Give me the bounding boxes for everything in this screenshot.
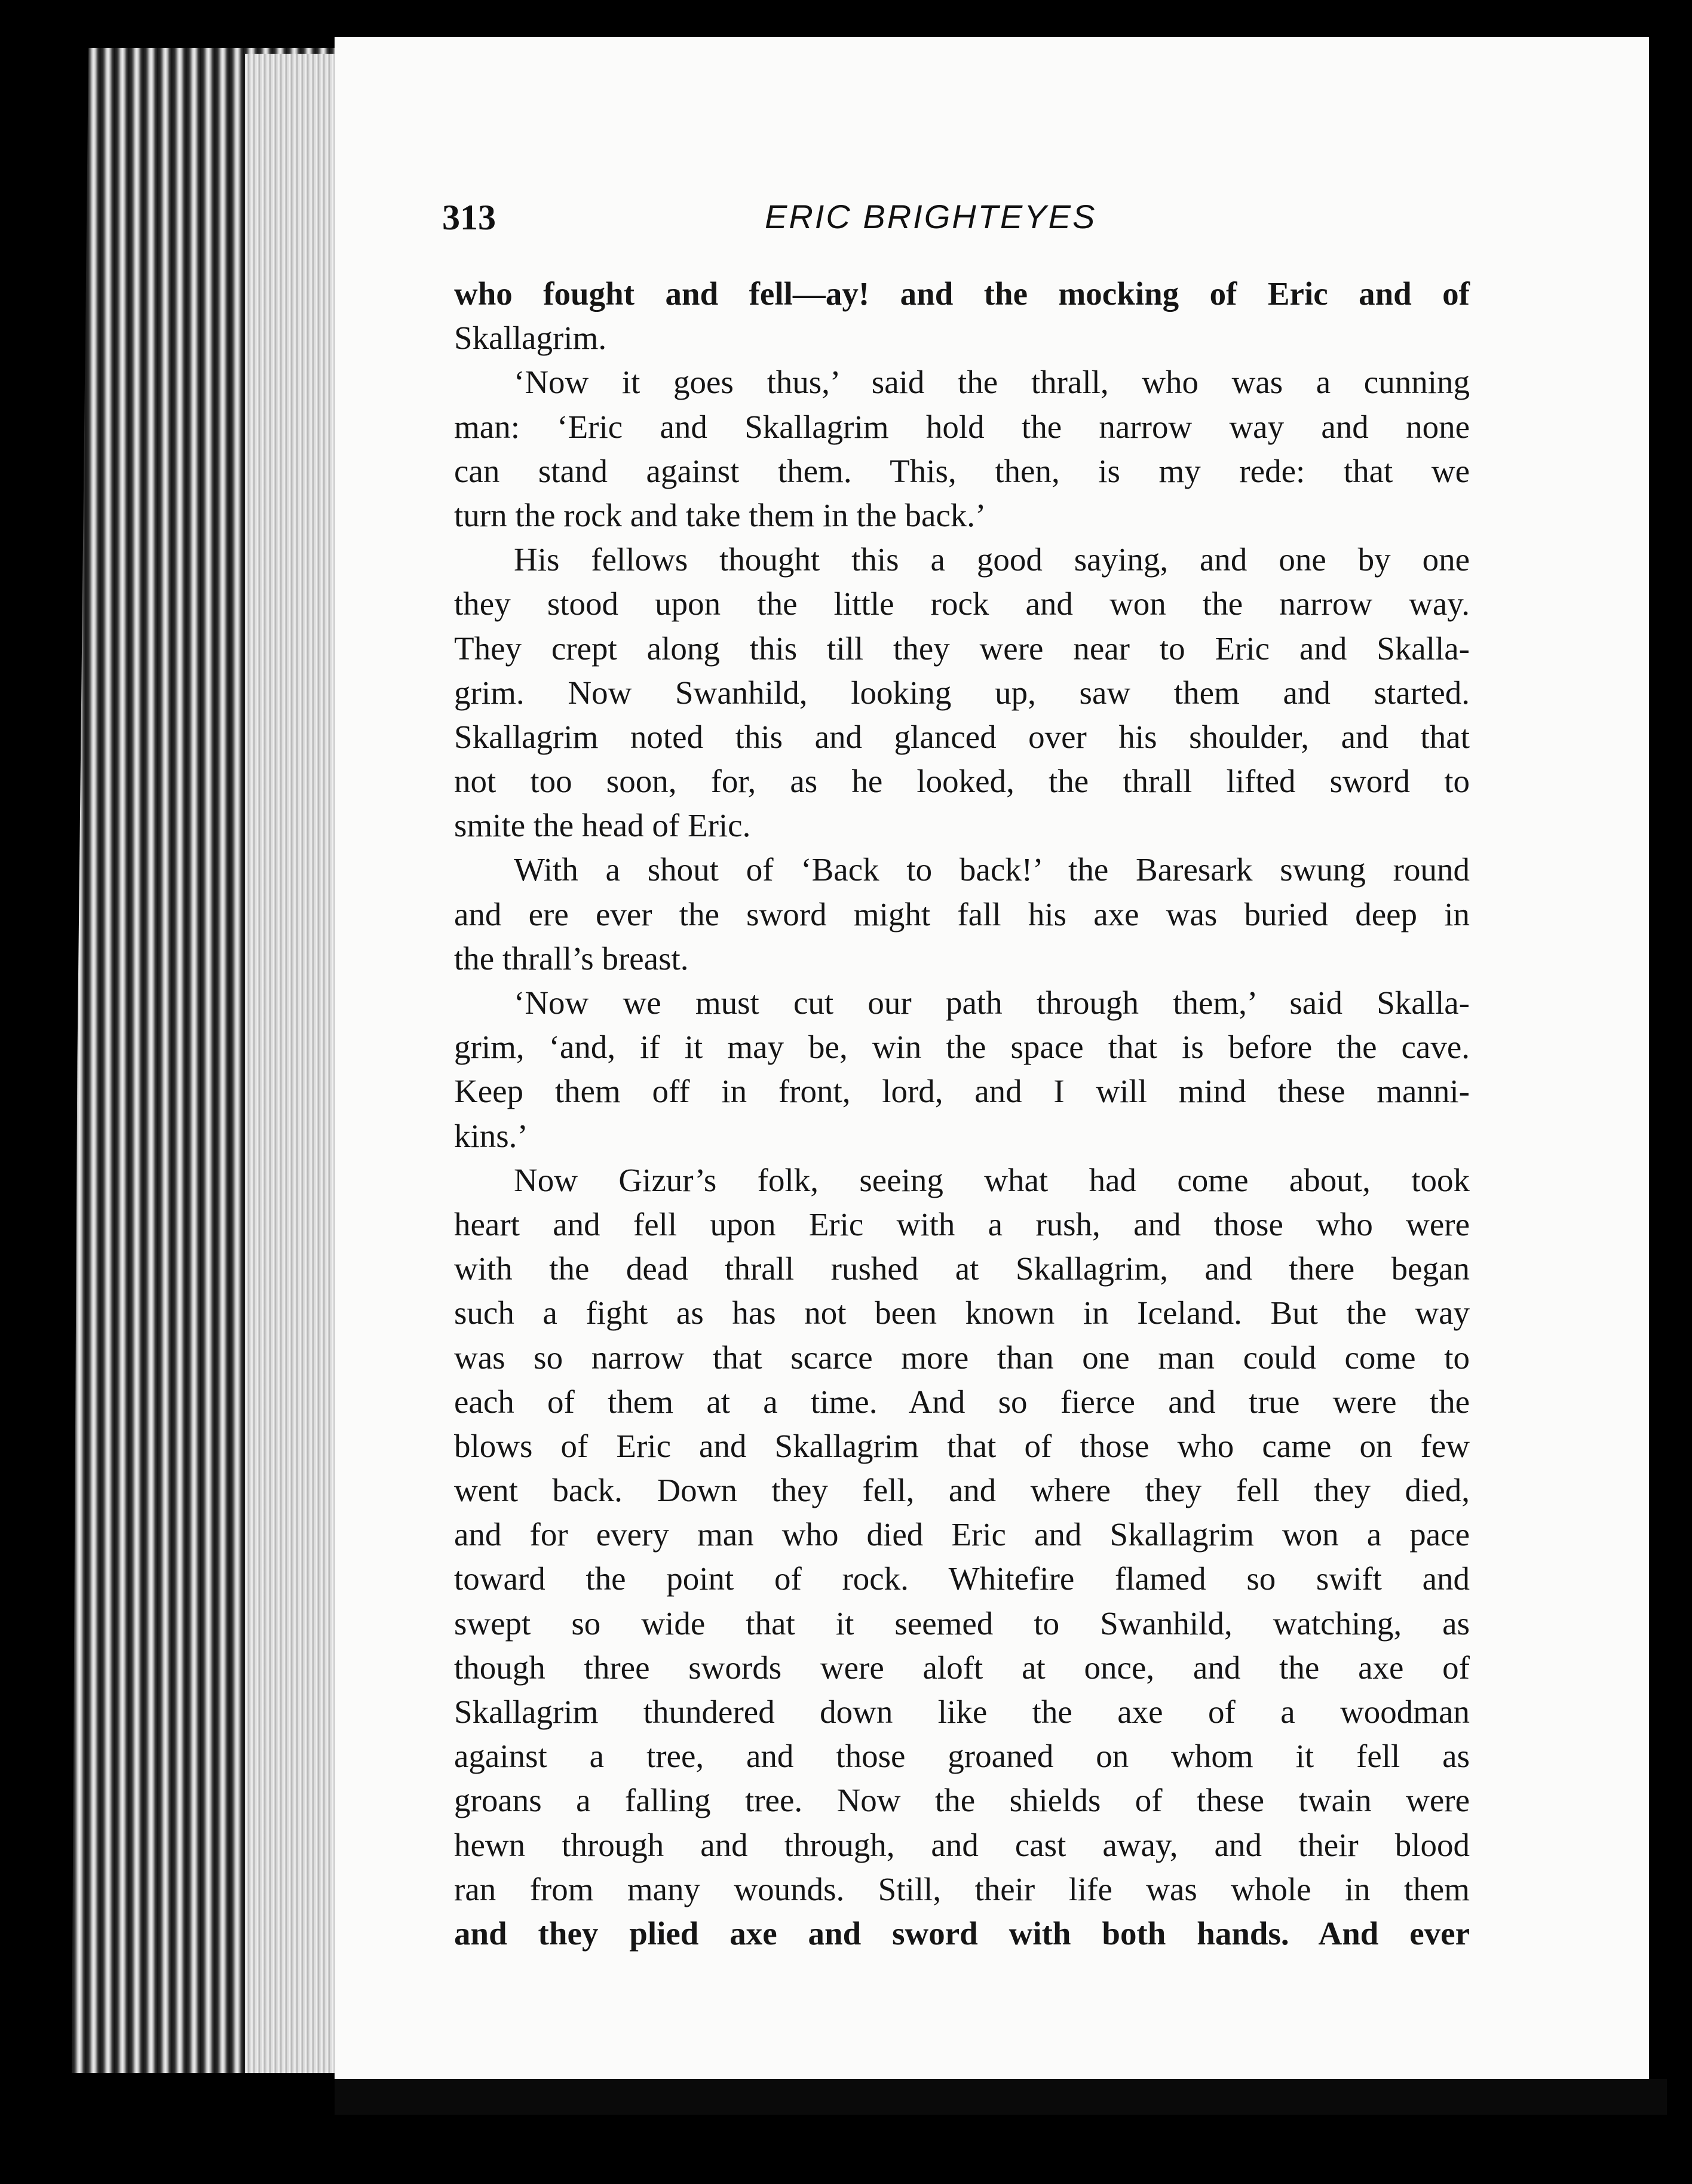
text-line: Skallagrim noted this and glanced over his shoulder, and that bbox=[454, 718, 1470, 755]
text-line: kins.’ bbox=[454, 1117, 528, 1154]
text-line: grim. Now Swanhild, looking up, saw them and started. bbox=[454, 674, 1470, 711]
text-line: they stood upon the little rock and won the narrow way. bbox=[454, 585, 1470, 622]
bottom-shadow bbox=[335, 2079, 1667, 2115]
page-number: 313 bbox=[442, 198, 496, 237]
text-line: turn the rock and take them in the back.’ bbox=[454, 496, 986, 533]
text-line: and they plied axe and sword with both hands. And ever bbox=[454, 1915, 1470, 1952]
text-line: heart and fell upon Eric with a rush, and those who were bbox=[454, 1206, 1470, 1243]
text-line: and for every man who died Eric and Skallagrim won a pace bbox=[454, 1516, 1470, 1553]
text-line: toward the point of rock. Whitefire flamed so swift and bbox=[454, 1560, 1470, 1597]
text-line: groans a falling tree. Now the shields of these twain were bbox=[454, 1782, 1470, 1819]
text-line: man: ‘Eric and Skallagrim hold the narrow way and none bbox=[454, 408, 1470, 445]
text-line: though three swords were aloft at once, and the axe of bbox=[454, 1649, 1470, 1686]
text-line: Skallagrim thundered down like the axe of a woodman bbox=[454, 1694, 1470, 1730]
text-line: not too soon, for, as he looked, the thrall lifted sword to bbox=[454, 763, 1470, 800]
text-line: ran from many wounds. Still, their life was whole in them bbox=[454, 1870, 1470, 1907]
text-line: and ere ever the sword might fall his axe was buried deep in bbox=[454, 895, 1470, 933]
text-line: With a shout of ‘Back to back!’ the Baresark swung round bbox=[514, 851, 1470, 888]
running-title: ERIC BRIGHTEYES bbox=[765, 198, 1097, 235]
text-line: hewn through and through, and cast away, and their blood bbox=[454, 1826, 1470, 1863]
text-line: His fellows thought this a good saying, and one by one bbox=[514, 541, 1470, 578]
text-line: Keep them off in front, lord, and I will mind these manni- bbox=[454, 1073, 1470, 1110]
text-line: Now Gizur’s folk, seeing what had come about, took bbox=[514, 1161, 1470, 1198]
text-line: can stand against them. This, then, is my rede: that we bbox=[454, 452, 1470, 489]
text-line: with the dead thrall rushed at Skallagrim, and there began bbox=[454, 1250, 1470, 1287]
text-line: went back. Down they fell, and where they fell they died, bbox=[454, 1472, 1470, 1509]
text-line: against a tree, and those groaned on whom it fell as bbox=[454, 1738, 1470, 1775]
facing-page-edge bbox=[1649, 36, 1666, 2082]
text-line: such a fight as has not been known in Iceland. But the way bbox=[454, 1295, 1470, 1332]
body-text bbox=[454, 272, 1470, 1956]
text-line: grim, ‘and, if it may be, win the space that is before the cave. bbox=[454, 1029, 1470, 1066]
text-line: ‘Now we must cut our path through them,’ said Skalla- bbox=[514, 984, 1470, 1021]
text-line: smite the head of Eric. bbox=[454, 807, 751, 844]
text-line: They crept along this till they were near to Eric and Skalla- bbox=[454, 630, 1470, 667]
text-line: swept so wide that it seemed to Swanhild, watching, as bbox=[454, 1605, 1470, 1642]
text-line: was so narrow that scarce more than one man could come to bbox=[454, 1339, 1470, 1376]
text-line: Skallagrim. bbox=[454, 320, 607, 357]
text-line: each of them at a time. And so fierce and true were the bbox=[454, 1383, 1470, 1420]
text-line: ‘Now it goes thus,’ said the thrall, who was a cunning bbox=[514, 364, 1470, 401]
text-line: blows of Eric and Skallagrim that of those who came on few bbox=[454, 1427, 1470, 1464]
text-line: who fought and fell—ay! and the mocking of Eric and of bbox=[454, 275, 1470, 312]
text-line: the thrall’s breast. bbox=[454, 940, 689, 977]
page-header bbox=[442, 197, 1470, 251]
